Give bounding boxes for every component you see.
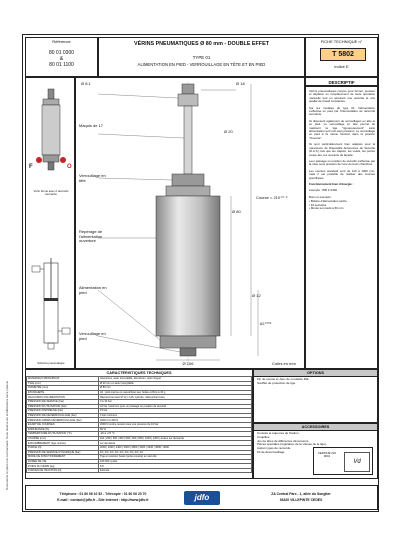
characteristic-value: Aluminium, acier inoxydable, aluminium, acier zingué — [99, 377, 252, 382]
cylinder-drawing — [76, 78, 306, 370]
characteristic-value: 2000 N contre ressort sous une pression de 10 bar — [99, 422, 252, 427]
footer — [25, 485, 378, 510]
characteristic-label: PRESSION D'ÉPREUVE (bar) — [27, 409, 99, 414]
characteristic-value: Estimée — [99, 468, 252, 473]
characteristic-label: PRESSION D'UTILISATION (bar) — [27, 404, 99, 409]
characteristic-label: TIGE (mm) — [27, 381, 99, 386]
label-verrouillage-tete: Verrouillage en tête — [79, 173, 106, 183]
characteristic-label: MATÉRIAUX PRINCIPAUX — [27, 377, 99, 382]
characteristic-label: COURSE (mm) — [27, 436, 99, 441]
title-box — [98, 37, 305, 77]
characteristics-panel — [25, 369, 253, 479]
dim-bore: Ø 80 — [232, 209, 241, 214]
characteristics-row — [27, 468, 252, 473]
footer-phone: Téléphone : 01 60 06 10 52 - Télécopie : 01 60 06 20 70 — [59, 492, 147, 496]
desc-paragraph: Fonctionnement bien d'énergie : — [309, 181, 354, 186]
characteristic-value: sur demande — [99, 441, 252, 446]
label-verrouillage-pied: Verrouillage en pied — [79, 331, 106, 341]
option-item: Fin de course et Jeux de rondelles R4L — [257, 377, 310, 381]
characteristic-value: 60 % — [99, 427, 252, 432]
characteristic-value: 110 | 200 | 300 | 400 | 500 | 600 | 800 | 1000 | 1200 | Autres sur demande — [99, 436, 252, 441]
desc-paragraph: Bons et exemple : — [309, 194, 333, 199]
desc-paragraph: exemple : 800 F 0300 — [309, 188, 337, 193]
reference-box — [25, 37, 98, 77]
characteristic-label: PRESSION DE DÉVERROUILLAGE (bar) — [27, 413, 99, 418]
ref-label: Référence — [52, 39, 71, 44]
characteristic-value: 2000 N à 400 N — [99, 418, 252, 423]
label-reperage: Repérage de l'alimentation ouverture — [79, 229, 103, 244]
desc-paragraph: Ils disposent également de verrouillages en tête et en pied. Le verrouillage en tête permet de maintenir la tige "rigoureusement" sans alimentation qu'il soit sous pression. Le verrouillage en pied à la même fonction dans la position "Ouverte". — [309, 118, 375, 140]
characteristic-value: 5.8 — [99, 464, 252, 469]
characteristic-label: PRESSION DE SERVICE DYNAMIQUE (bar) — [27, 450, 99, 455]
characteristic-label: MODE DE FONCTIONNEMENT — [27, 455, 99, 460]
desc-paragraph: Les courses standard sont de 110 à 1300 mm, mais il est possible de réaliser des courses spécifiques. — [309, 168, 375, 180]
caption-bottom: Schéma pneumatique — [37, 361, 65, 365]
fiche-label: FICHE TECHNIQUE n° — [320, 39, 363, 44]
characteristic-label: FORCES DE TRACTION (N) — [27, 468, 99, 473]
accessory-item: Autres types de raccords. — [257, 446, 292, 451]
accessories-title: ACCESSOIRES — [254, 424, 377, 431]
doc-subtitle: ALIMENTATION EN PIED - VERROUILLAGE EN TÊTE ET EN PIED — [137, 62, 266, 67]
characteristic-label: DIAMÈTRE (mm) — [27, 386, 99, 391]
desc-bullet: • Fil sectorisé — [309, 202, 327, 207]
characteristic-value: 10 bar maximum pour un passage en position de sécurité — [99, 404, 252, 409]
label-support: Maquis de 17 — [79, 123, 104, 128]
characteristic-label: PRESSION DE SERVICE (bar) — [27, 399, 99, 404]
characteristic-value: 3 bar minimum — [99, 413, 252, 418]
fiche-number: T 5802 — [320, 48, 366, 61]
characteristic-value: 10 | 10 | 10 | 10 | 10 | 10 | 10 | 10 | 10 — [99, 450, 252, 455]
ref-number-2: 80 01 1100 — [49, 62, 74, 68]
ref-number-1: 80 01 0300 — [48, 50, 75, 56]
dim-height: 62⁺⁰⁰⁵ — [260, 321, 272, 326]
characteristics-title: CARACTÉRISTIQUES TECHNIQUES — [26, 370, 252, 377]
desc-paragraph: Leur passage en position de sécurité s'effectue par la mise sous pression de l'une de leurs chambres. — [309, 158, 375, 167]
characteristic-label: ÉTANCHÉITÉ — [27, 390, 99, 395]
dim-bottom: Ø 106 — [182, 361, 194, 366]
footer-address-1: ZA Central Parc - 1, allée du Songtier — [271, 492, 331, 496]
characteristic-label: FORCE (N) — [27, 445, 99, 450]
port-label-o: O — [67, 164, 72, 170]
certification-box — [313, 447, 373, 475]
descriptif-header — [305, 77, 378, 86]
certification-mark: Vd — [344, 452, 370, 472]
dim-top-right: Ø 18 — [236, 81, 245, 86]
desc-paragraph: Ils sont particulièrement bien adaptés pour la manœuvre de Dispositifs Autonomes de Sécurité (D.A.S.) tels que les clapets, les volets, les portes coupe-feu, les ouvrants de façade. — [309, 142, 375, 157]
characteristic-label: RACCORDS D'ALIMENTATION — [27, 395, 99, 400]
characteristic-value: -20 à +70 °C — [99, 432, 252, 437]
option-item: Soufflet de protection de tige. — [257, 380, 296, 385]
desc-paragraph: Sur les modèles de type 01, l'alimentation s'effectue en pied par l'intermédiaire de raccords tournants. — [309, 105, 375, 117]
characteristics-table — [26, 376, 252, 473]
accessory-item: Kit de déverrouillage. — [257, 449, 286, 454]
characteristic-label: ENDURANCE (%) — [27, 427, 99, 432]
desc-bullet: • Bobine d'alimentation sèche — [309, 199, 347, 204]
characteristic-value: 100 000 cycles — [99, 459, 252, 464]
characteristic-value: Ø 20 mm en acier inoxydable — [99, 381, 252, 386]
fiche-edition: indice E — [334, 64, 349, 69]
dim-port: Ø 12 — [252, 293, 261, 298]
footer-address-2: 93420 VILLEPINTE CEDEX — [279, 498, 323, 502]
characteristic-value: 3 à 10 bar — [99, 399, 252, 404]
closed-cylinder-illustration — [31, 86, 71, 186]
caption-top: Vérin fermé avec 2 raccords tournants — [33, 189, 69, 197]
options-title: OPTIONS — [254, 370, 377, 377]
left-panel — [25, 77, 75, 369]
port-label-f: F — [29, 164, 33, 170]
characteristic-label: DURÉE DE VIE — [27, 459, 99, 464]
characteristic-value: Ø 80 mm — [99, 386, 252, 391]
units-note: Cotes en mm — [272, 361, 296, 366]
descriptif-title: DESCRIPTIF — [328, 80, 355, 85]
options-panel — [253, 369, 378, 423]
accessory-item: Coquilles. — [257, 434, 271, 439]
dim-course: Course = 210⁺⁰⁻² — [256, 195, 288, 200]
fiche-box — [305, 37, 378, 77]
characteristic-label: ENCOMBREMENT (tige rentrée) — [27, 441, 99, 446]
company-logo: jdfo — [184, 491, 220, 505]
accessory-item: Pièces spéciales (régulation de la vitesse de la tige). — [257, 442, 327, 447]
characteristic-value: Raccord tournant M 12 x 125, cylindre, débouchant lisse — [99, 395, 252, 400]
characteristic-label: POIDS DU VÉRIN (kg) — [27, 464, 99, 469]
side-disclaimer: Documents et plans non contractuels. Sous réserve de modifications sans préavis. — [5, 380, 9, 490]
characteristic-label: TEMPÉRATURE D'UTILISATION (°C) — [27, 432, 99, 437]
technical-sheet — [22, 34, 379, 512]
desc-paragraph: Vérins pneumatiques conçus pour fermer, pousser et déplacer en remplacement de toute opération manuelle tout en assurant une sécurité et une qualité de travail constantes. — [309, 89, 375, 104]
doc-title: VÉRINS PNEUMATIQUES Ø 80 mm - DOUBLE EFFET — [134, 41, 269, 47]
label-alimentation: Alimentation en pied — [79, 285, 107, 295]
dim-top-left: Ø 8.1 — [81, 81, 91, 86]
dim-rod: Ø 20 — [224, 129, 233, 134]
doc-type: TYPE 01 — [192, 55, 211, 60]
characteristic-value: 2000 | 2200 | 2400 | 2600 | 2800 | 3000 | 3200 | 3500 | 4000 — [99, 445, 252, 450]
pneumatic-schematic — [30, 258, 72, 353]
characteristic-value: Air : joint interne en caoutchouc aux huiles et fibre à 40 g — [99, 390, 252, 395]
certification-label: CERTIFIÉ ISO 9001 — [317, 451, 337, 459]
accessory-item: Jeu de têtes de différentes dimensions. — [257, 438, 310, 443]
characteristic-value: 15 bar — [99, 409, 252, 414]
characteristic-value: Tige en position haute (porte ouverte) en sécurité — [99, 455, 252, 460]
characteristic-label: ÉCART DE COURSES — [27, 422, 99, 427]
characteristic-label: PRESSION APRÈS DÉVERROUILLAGE (bar) — [27, 418, 99, 423]
description-panel — [305, 86, 378, 369]
accessory-item: Console et équerres de fixation. — [257, 431, 300, 435]
technical-drawing — [75, 77, 305, 369]
desc-bullet: • Monté sur pieds à 60 mm — [309, 205, 344, 210]
ref-ampersand: & — [59, 56, 64, 62]
footer-email: E-mail : contact@jdfo.fr - Site internet : http://www.jdfo.fr — [57, 498, 149, 502]
